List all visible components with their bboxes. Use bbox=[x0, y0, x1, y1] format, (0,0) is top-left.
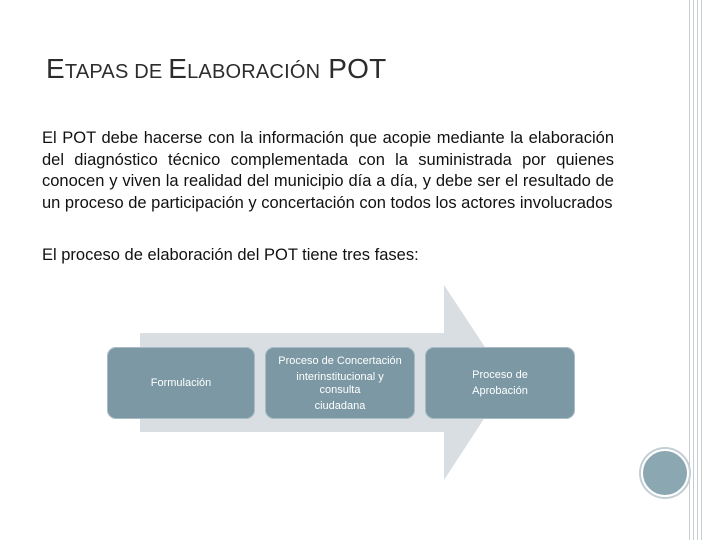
phase-label: Proceso de bbox=[472, 369, 528, 381]
title-smallcaps: LABORACIÓN bbox=[187, 60, 321, 83]
phase-aprobacion bbox=[425, 347, 575, 419]
title-cap: E bbox=[46, 52, 65, 84]
title-cap: E bbox=[168, 52, 188, 84]
body-paragraph: El POT debe hacerse con la información que acopie mediante la elaboración del diagnóstico técnico complementada con la suministrada por quienes conocen y viven la realidad del municipio día a día, y debe ser el resultado de un proceso de participación y concertación con todos los actores involucrados bbox=[42, 129, 614, 213]
title-tail: POT bbox=[320, 52, 387, 84]
phases-intro: El proceso de elaboración del POT tiene tres fases: bbox=[42, 246, 419, 264]
decorative-circle-icon bbox=[641, 449, 689, 497]
phase-label: ciudadana bbox=[314, 399, 366, 412]
title-smallcaps: TAPAS DE bbox=[64, 60, 169, 83]
phase-label: Formulación bbox=[150, 377, 212, 389]
phase-label: consulta bbox=[319, 383, 361, 396]
phase-concertacion bbox=[265, 347, 415, 419]
phase-label: Aprobación bbox=[472, 385, 528, 397]
phase-label: interinstitucional y bbox=[296, 370, 384, 383]
phase-label: Proceso de Concertación bbox=[278, 354, 402, 367]
phase-formulacion bbox=[107, 347, 255, 419]
